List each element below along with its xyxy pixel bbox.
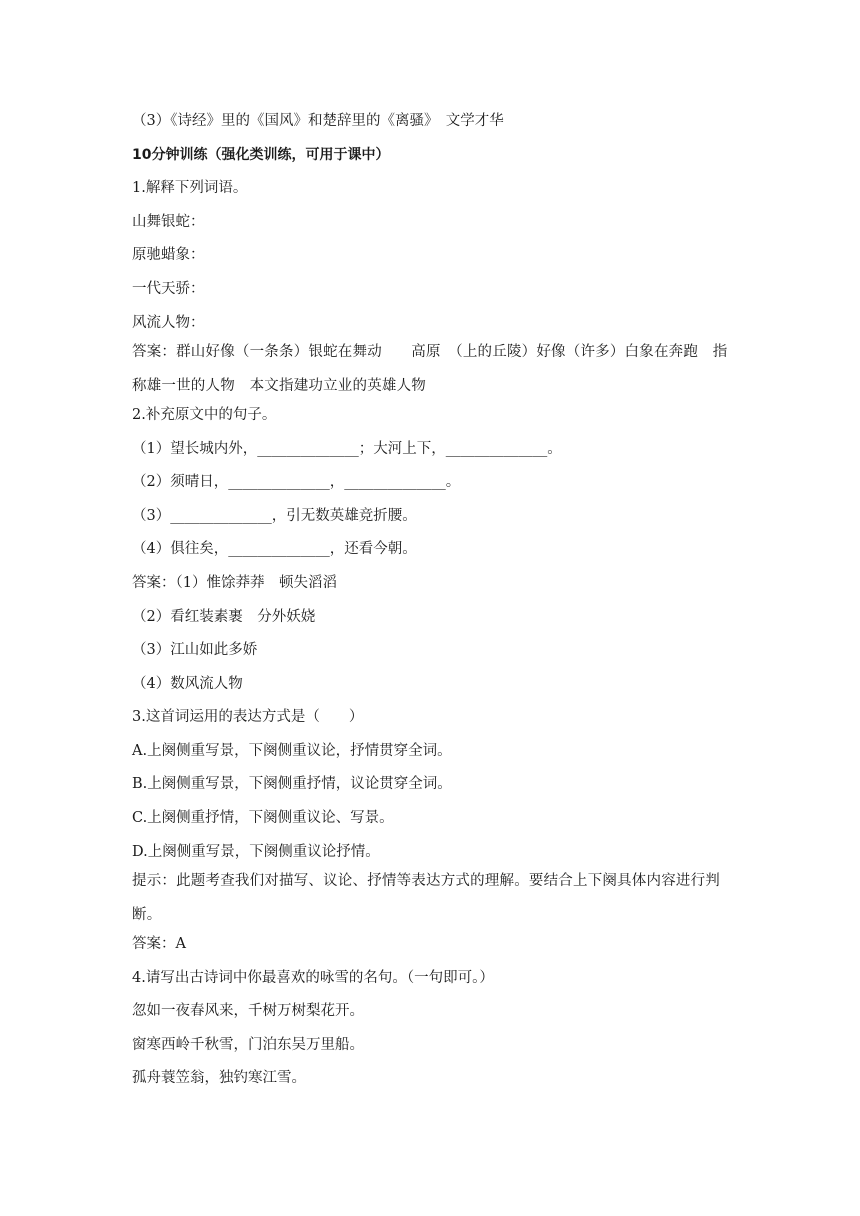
fill-blank-2: （2）须晴日，______________，______________。 bbox=[132, 474, 461, 491]
option-b: B.上阕侧重写景，下阕侧重抒情，议论贯穿全词。 bbox=[132, 776, 452, 793]
poem-line-2: 窗寒西岭千秋雪，门泊东吴万里船。 bbox=[132, 1036, 364, 1053]
question-1: 1.解释下列词语。 bbox=[132, 180, 248, 197]
poem-line-3: 孤舟蓑笠翁，独钓寒江雪。 bbox=[132, 1070, 306, 1087]
question-3: 3.这首词运用的表达方式是（ ） bbox=[132, 709, 364, 726]
option-a: A.上阕侧重写景，下阕侧重议论，抒情贯穿全词。 bbox=[132, 742, 452, 759]
option-c: C.上阕侧重抒情，下阕侧重议论、写景。 bbox=[132, 810, 394, 827]
term-2: 原驰蜡象： bbox=[132, 247, 205, 264]
answer-2-4: （4）数风流人物 bbox=[132, 675, 243, 692]
term-3: 一代天骄： bbox=[132, 280, 205, 297]
answer-2-3: （3）江山如此多娇 bbox=[132, 642, 258, 659]
answer-2-1: 答案：（1）惟馀莽莽 顿失滔滔 bbox=[132, 574, 337, 591]
answer-line-3: （3）《诗经》里的《国风》和楚辞里的《离骚》 文学才华 bbox=[132, 113, 504, 129]
fill-blank-4: （4）俱往矣，______________，还看今朝。 bbox=[132, 541, 417, 558]
fill-blank-1: （1）望长城内外，______________；大河上下，______________。 bbox=[132, 440, 562, 457]
document-page bbox=[132, 110, 732, 1101]
fill-blank-3: （3）______________，引无数英雄竞折腰。 bbox=[132, 507, 417, 524]
section-heading: 10分钟训练（强化类训练，可用于课中） bbox=[132, 146, 390, 163]
question-2: 2.补充原文中的句子。 bbox=[132, 406, 277, 423]
term-1: 山舞银蛇： bbox=[132, 213, 205, 230]
term-4: 风流人物： bbox=[132, 314, 205, 331]
poem-line-1: 忽如一夜春风来，千树万树梨花开。 bbox=[132, 1003, 364, 1020]
answer-2-2: （2）看红装素裹 分外妖娆 bbox=[132, 608, 316, 625]
answer-1: 答案：群山好像（一条条）银蛇在舞动 高原 （上的丘陵）好像（许多）白象在奔跑 指称雄一世的人物 本文指建功立业的英雄人物 bbox=[132, 344, 728, 394]
answer-3: 答案：A bbox=[132, 936, 186, 953]
option-d: D.上阕侧重写景，下阕侧重议论抒情。 bbox=[132, 843, 380, 860]
hint-3: 提示：此题考查我们对描写、议论、抒情等表达方式的理解。要结合上下阕具体内容进行判断。 bbox=[132, 873, 720, 923]
question-4: 4.请写出古诗词中你最喜欢的咏雪的名句。（一句即可。） bbox=[132, 969, 494, 986]
